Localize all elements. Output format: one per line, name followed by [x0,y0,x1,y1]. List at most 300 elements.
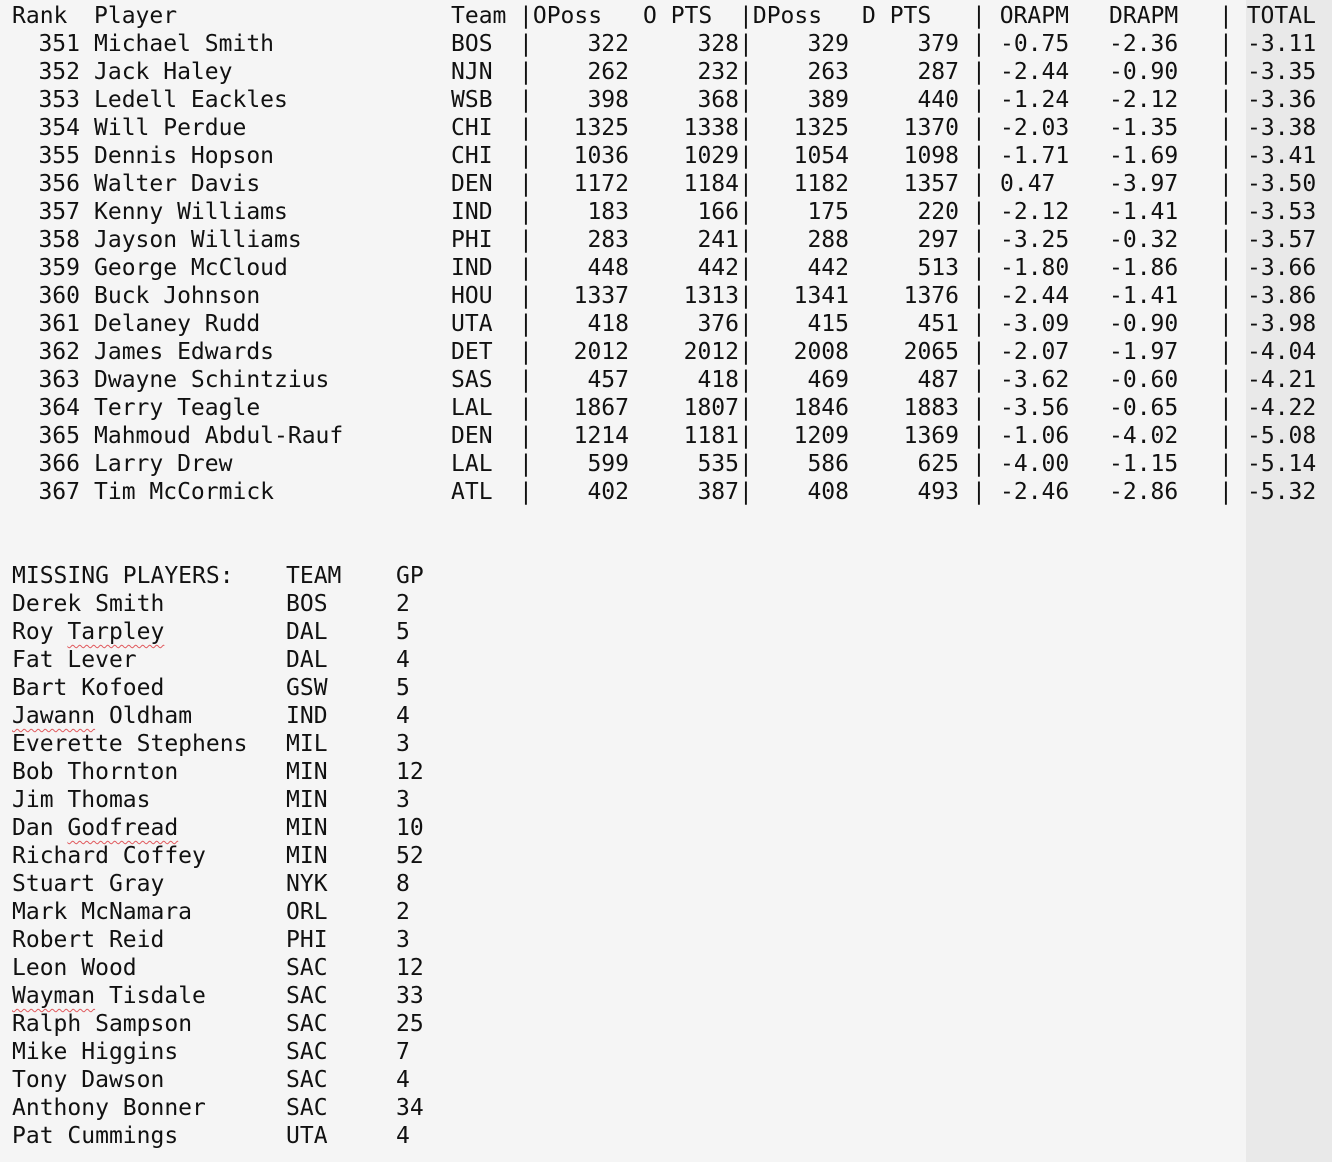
last-name: Coffey [122,843,206,869]
first-name: Pat [12,1123,54,1149]
cell-opts: 1338 [683,115,739,141]
pipe-team: | [519,339,533,365]
cell-rank: 354 [38,115,80,141]
cell-drapm: -1.41 [1109,199,1179,225]
cell-team: DEN [451,423,493,449]
missing-player-team: ORL [286,899,328,925]
cell-team: NJN [451,59,493,85]
missing-player-gp: 4 [396,703,410,729]
cell-orapm: -2.44 [1000,283,1070,309]
missing-player-team: SAC [286,1095,328,1121]
cell-dposs: 586 [807,451,849,477]
cell-team: CHI [451,115,493,141]
text-editor-content[interactable] [12,2,1332,1162]
cell-oposs: 418 [587,311,629,337]
missing-player-name [12,702,192,730]
last-name: Sampson [95,1011,193,1037]
cell-dposs: 263 [807,59,849,85]
missing-player-team: SAC [286,1039,328,1065]
pipe-dpts: | [972,115,986,141]
cell-dposs: 175 [807,199,849,225]
pipe-opts: | [739,171,753,197]
first-name: Fat [12,647,54,673]
cell-team: UTA [451,311,493,337]
cell-orapm: -2.44 [1000,59,1070,85]
header-opts: O PTS [643,3,713,29]
blank-lines [12,506,1332,562]
cell-opts: 535 [697,451,739,477]
cell-player: Buck Johnson [94,283,261,309]
missing-player-name [12,870,164,898]
last-name: Reid [108,927,165,953]
list-item [12,898,1332,926]
ratings-table-body [12,30,1332,506]
table-row [12,198,1332,226]
table-row [12,226,1332,254]
cell-drapm: -1.86 [1109,255,1179,281]
table-row [12,114,1332,142]
cell-orapm: -1.71 [1000,143,1070,169]
pipe-opts: | [739,199,753,225]
pipe-drapm: | [1219,423,1233,449]
cell-dpts: 451 [917,311,959,337]
pipe-opts: | [739,311,753,337]
pipe-dpts: | [972,227,986,253]
cell-orapm: -1.06 [1000,423,1070,449]
missing-players-header-row [12,562,1332,590]
cell-oposs: 322 [587,31,629,57]
cell-team: DET [451,339,493,365]
cell-team: BOS [451,31,493,57]
cell-team: LAL [451,395,493,421]
missing-player-name [12,1038,178,1066]
cell-player: Larry Drew [94,451,233,477]
pipe-team: | [519,311,533,337]
cell-opts: 418 [697,367,739,393]
missing-player-team: DAL [286,647,328,673]
list-item [12,646,1332,674]
cell-dposs: 2008 [793,339,849,365]
table-row [12,86,1332,114]
missing-player-gp: 2 [396,591,410,617]
cell-total: -4.04 [1247,339,1317,365]
cell-dposs: 1054 [793,143,849,169]
cell-total: -3.35 [1247,59,1317,85]
missing-player-gp: 5 [396,619,410,645]
cell-drapm: -1.69 [1109,143,1179,169]
cell-team: SAS [451,367,493,393]
pipe-opts: | [739,283,753,309]
cell-drapm: -4.02 [1109,423,1179,449]
missing-player-gp: 3 [396,927,410,953]
cell-dpts: 1370 [903,115,959,141]
pipe-opts: | [739,59,753,85]
cell-dpts: 1357 [903,171,959,197]
cell-dposs: 408 [807,479,849,505]
cell-dpts: 220 [917,199,959,225]
cell-player: Will Perdue [94,115,247,141]
cell-player: Dwayne Schintzius [94,367,330,393]
pipe-opts: | [739,479,753,505]
last-name: Bonner [122,1095,206,1121]
cell-rank: 352 [38,59,80,85]
list-item [12,1010,1332,1038]
pipe-team: | [519,255,533,281]
table-row [12,338,1332,366]
header-dposs: |DPoss [739,3,823,29]
pipe-dpts: | [972,171,986,197]
pipe-drapm: | [1219,171,1233,197]
cell-dposs: 1182 [793,171,849,197]
last-name: Wood [81,955,137,981]
last-name: Thornton [67,759,179,785]
cell-opts: 387 [697,479,739,505]
first-name: Bart [12,675,68,701]
last-name: Dawson [81,1067,165,1093]
missing-player-team: SAC [286,1011,328,1037]
cell-drapm: -1.35 [1109,115,1179,141]
last-name: Godfread [67,815,179,841]
pipe-team: | [519,479,533,505]
cell-rank: 365 [38,423,80,449]
cell-total: -5.14 [1247,451,1317,477]
cell-oposs: 1036 [573,143,629,169]
missing-player-name [12,926,164,954]
cell-opts: 368 [697,87,739,113]
missing-player-team: SAC [286,983,328,1009]
missing-player-name [12,1010,192,1038]
last-name: Stephens [136,731,248,757]
pipe-drapm: | [1219,283,1233,309]
missing-player-name [12,786,151,814]
pipe-team: | [519,395,533,421]
cell-dpts: 2065 [903,339,959,365]
missing-player-gp: 7 [396,1039,410,1065]
cell-orapm: -3.25 [1000,227,1070,253]
cell-orapm: -2.03 [1000,115,1070,141]
cell-player: Mahmoud Abdul-Rauf [94,423,344,449]
pipe-team: | [519,115,533,141]
cell-orapm: -2.07 [1000,339,1070,365]
cell-rank: 362 [38,339,80,365]
cell-dpts: 1883 [903,395,959,421]
cell-rank: 363 [38,367,80,393]
last-name: Smith [95,591,165,617]
list-item [12,1066,1332,1094]
cell-rank: 353 [38,87,80,113]
cell-oposs: 1337 [573,283,629,309]
cell-opts: 241 [697,227,739,253]
cell-drapm: -1.97 [1109,339,1179,365]
cell-drapm: -0.65 [1109,395,1179,421]
cell-drapm: -2.12 [1109,87,1179,113]
cell-dposs: 1846 [793,395,849,421]
list-item [12,1038,1332,1066]
last-name: Tisdale [108,983,206,1009]
table-row [12,366,1332,394]
cell-team: IND [451,255,493,281]
cell-oposs: 448 [587,255,629,281]
first-name: Robert [12,927,96,953]
cell-drapm: -1.41 [1109,283,1179,309]
cell-dposs: 1325 [793,115,849,141]
missing-player-name [12,1094,206,1122]
pipe-drapm: | [1219,143,1233,169]
missing-player-team: MIN [286,843,328,869]
first-name: Dan [12,815,54,841]
cell-total: -3.98 [1247,311,1317,337]
cell-total: -3.11 [1247,31,1317,57]
pipe-team: | [519,451,533,477]
cell-total: -3.53 [1247,199,1317,225]
missing-player-gp: 12 [396,759,424,785]
pipe-opts: | [739,395,753,421]
cell-dpts: 1098 [903,143,959,169]
cell-team: HOU [451,283,493,309]
cell-total: -3.41 [1247,143,1317,169]
first-name: Wayman [12,983,96,1009]
header-team: Team [451,3,507,29]
pipe-dpts: | [972,255,986,281]
pipe-opts: | [739,339,753,365]
missing-player-gp: 34 [396,1095,424,1121]
cell-oposs: 262 [587,59,629,85]
cell-opts: 376 [697,311,739,337]
cell-dpts: 625 [917,451,959,477]
cell-dpts: 440 [917,87,959,113]
cell-player: Michael Smith [94,31,275,57]
cell-team: WSB [451,87,493,113]
missing-player-team: BOS [286,591,328,617]
pipe-drapm: | [1219,87,1233,113]
cell-dposs: 442 [807,255,849,281]
header-drapm: DRAPM [1109,3,1179,29]
cell-player: Jack Haley [94,59,233,85]
pipe-dpts: | [972,311,986,337]
missing-header-name: MISSING PLAYERS: [12,563,234,589]
cell-oposs: 1867 [573,395,629,421]
cell-team: PHI [451,227,493,253]
first-name: Bob [12,759,54,785]
last-name: Oldham [108,703,193,729]
cell-dposs: 1341 [793,283,849,309]
first-name: Richard [12,843,109,869]
missing-player-team: IND [286,703,328,729]
cell-drapm: -2.86 [1109,479,1179,505]
pipe-team: | [519,423,533,449]
header-oposs: |OPoss [519,3,603,29]
cell-player: Jayson Williams [94,227,302,253]
pipe-drapm: | [1219,31,1233,57]
cell-dpts: 1369 [903,423,959,449]
pipe-dpts: | [972,143,986,169]
first-name: Leon [12,955,68,981]
cell-opts: 1184 [683,171,739,197]
missing-player-gp: 4 [396,1123,410,1149]
table-row [12,142,1332,170]
pipe-drapm: | [1219,199,1233,225]
missing-player-team: GSW [286,675,328,701]
list-item [12,590,1332,618]
cell-orapm: -4.00 [1000,451,1070,477]
table-row [12,58,1332,86]
cell-dpts: 379 [917,31,959,57]
list-item [12,674,1332,702]
cell-dposs: 1209 [793,423,849,449]
cell-dpts: 487 [917,367,959,393]
cell-oposs: 1325 [573,115,629,141]
cell-total: -3.36 [1247,87,1317,113]
missing-player-name [12,1066,164,1094]
pipe-opts: | [739,115,753,141]
pipe-drapm: | [1219,311,1233,337]
cell-total: -3.86 [1247,283,1317,309]
missing-header-gp: GP [396,563,424,589]
list-item [12,786,1332,814]
table-row [12,310,1332,338]
pipe-opts: | [739,423,753,449]
missing-player-name [12,730,247,758]
cell-player: Terry Teagle [94,395,261,421]
missing-player-team: MIN [286,815,328,841]
pipe-opts: | [739,87,753,113]
missing-player-gp: 3 [396,787,410,813]
cell-dpts: 1376 [903,283,959,309]
list-item [12,730,1332,758]
cell-oposs: 402 [587,479,629,505]
missing-player-gp: 10 [396,815,424,841]
pipe-team: | [519,143,533,169]
cell-oposs: 457 [587,367,629,393]
cell-opts: 328 [697,31,739,57]
missing-player-name [12,814,178,842]
first-name: Stuart [12,871,96,897]
cell-oposs: 1172 [573,171,629,197]
cell-team: LAL [451,451,493,477]
cell-rank: 356 [38,171,80,197]
cell-rank: 359 [38,255,80,281]
header-orapm: | ORAPM [972,3,1069,29]
cell-opts: 1029 [683,143,739,169]
table-row [12,422,1332,450]
missing-player-name [12,646,137,674]
cell-total: -3.38 [1247,115,1317,141]
pipe-team: | [519,227,533,253]
first-name: Roy [12,619,54,645]
cell-rank: 358 [38,227,80,253]
pipe-team: | [519,199,533,225]
cell-team: DEN [451,171,493,197]
pipe-dpts: | [972,339,986,365]
missing-player-name [12,1122,178,1150]
cell-rank: 351 [38,31,80,57]
cell-orapm: -2.46 [1000,479,1070,505]
header-rank: Rank [12,3,68,29]
pipe-dpts: | [972,479,986,505]
cell-total: -3.66 [1247,255,1317,281]
cell-player: Walter Davis [94,171,261,197]
missing-player-team: SAC [286,955,328,981]
pipe-opts: | [739,451,753,477]
cell-player: Delaney Rudd [94,311,261,337]
cell-oposs: 599 [587,451,629,477]
cell-orapm: 0.47 [1000,171,1056,197]
pipe-drapm: | [1219,395,1233,421]
first-name: Jim [12,787,54,813]
cell-rank: 360 [38,283,80,309]
pipe-dpts: | [972,199,986,225]
ratings-header-row [12,2,1332,30]
missing-player-gp: 4 [396,647,410,673]
cell-dposs: 389 [807,87,849,113]
missing-player-team: DAL [286,619,328,645]
cell-player: James Edwards [94,339,275,365]
cell-opts: 2012 [683,339,739,365]
missing-player-team: UTA [286,1123,328,1149]
first-name: Ralph [12,1011,82,1037]
missing-player-name [12,982,206,1010]
missing-player-name [12,590,164,618]
last-name: Cummings [67,1123,179,1149]
cell-oposs: 183 [587,199,629,225]
pipe-dpts: | [972,283,986,309]
cell-drapm: -3.97 [1109,171,1179,197]
cell-oposs: 283 [587,227,629,253]
cell-total: -4.22 [1247,395,1317,421]
pipe-opts: | [739,227,753,253]
cell-player: Tim McCormick [94,479,275,505]
list-item [12,814,1332,842]
cell-orapm: -1.80 [1000,255,1070,281]
cell-dpts: 297 [917,227,959,253]
missing-player-gp: 33 [396,983,424,1009]
cell-total: -5.32 [1247,479,1317,505]
missing-player-name [12,898,192,926]
cell-drapm: -0.32 [1109,227,1179,253]
pipe-dpts: | [972,451,986,477]
missing-player-team: PHI [286,927,328,953]
missing-player-gp: 3 [396,731,410,757]
cell-orapm: -2.12 [1000,199,1070,225]
cell-drapm: -0.90 [1109,311,1179,337]
pipe-opts: | [739,255,753,281]
cell-rank: 355 [38,143,80,169]
cell-drapm: -1.15 [1109,451,1179,477]
list-item [12,954,1332,982]
cell-orapm: -1.24 [1000,87,1070,113]
missing-player-gp: 25 [396,1011,424,1037]
missing-player-name [12,618,164,646]
cell-total: -3.57 [1247,227,1317,253]
header-player: Player [94,3,178,29]
missing-player-gp: 4 [396,1067,410,1093]
list-item [12,870,1332,898]
missing-player-team: SAC [286,1067,328,1093]
pipe-team: | [519,367,533,393]
list-item [12,758,1332,786]
cell-opts: 1807 [683,395,739,421]
cell-orapm: -3.62 [1000,367,1070,393]
pipe-team: | [519,31,533,57]
table-row [12,30,1332,58]
cell-dpts: 513 [917,255,959,281]
missing-player-gp: 52 [396,843,424,869]
cell-opts: 1181 [683,423,739,449]
cell-dposs: 415 [807,311,849,337]
cell-rank: 364 [38,395,80,421]
first-name: Tony [12,1067,68,1093]
cell-opts: 442 [697,255,739,281]
